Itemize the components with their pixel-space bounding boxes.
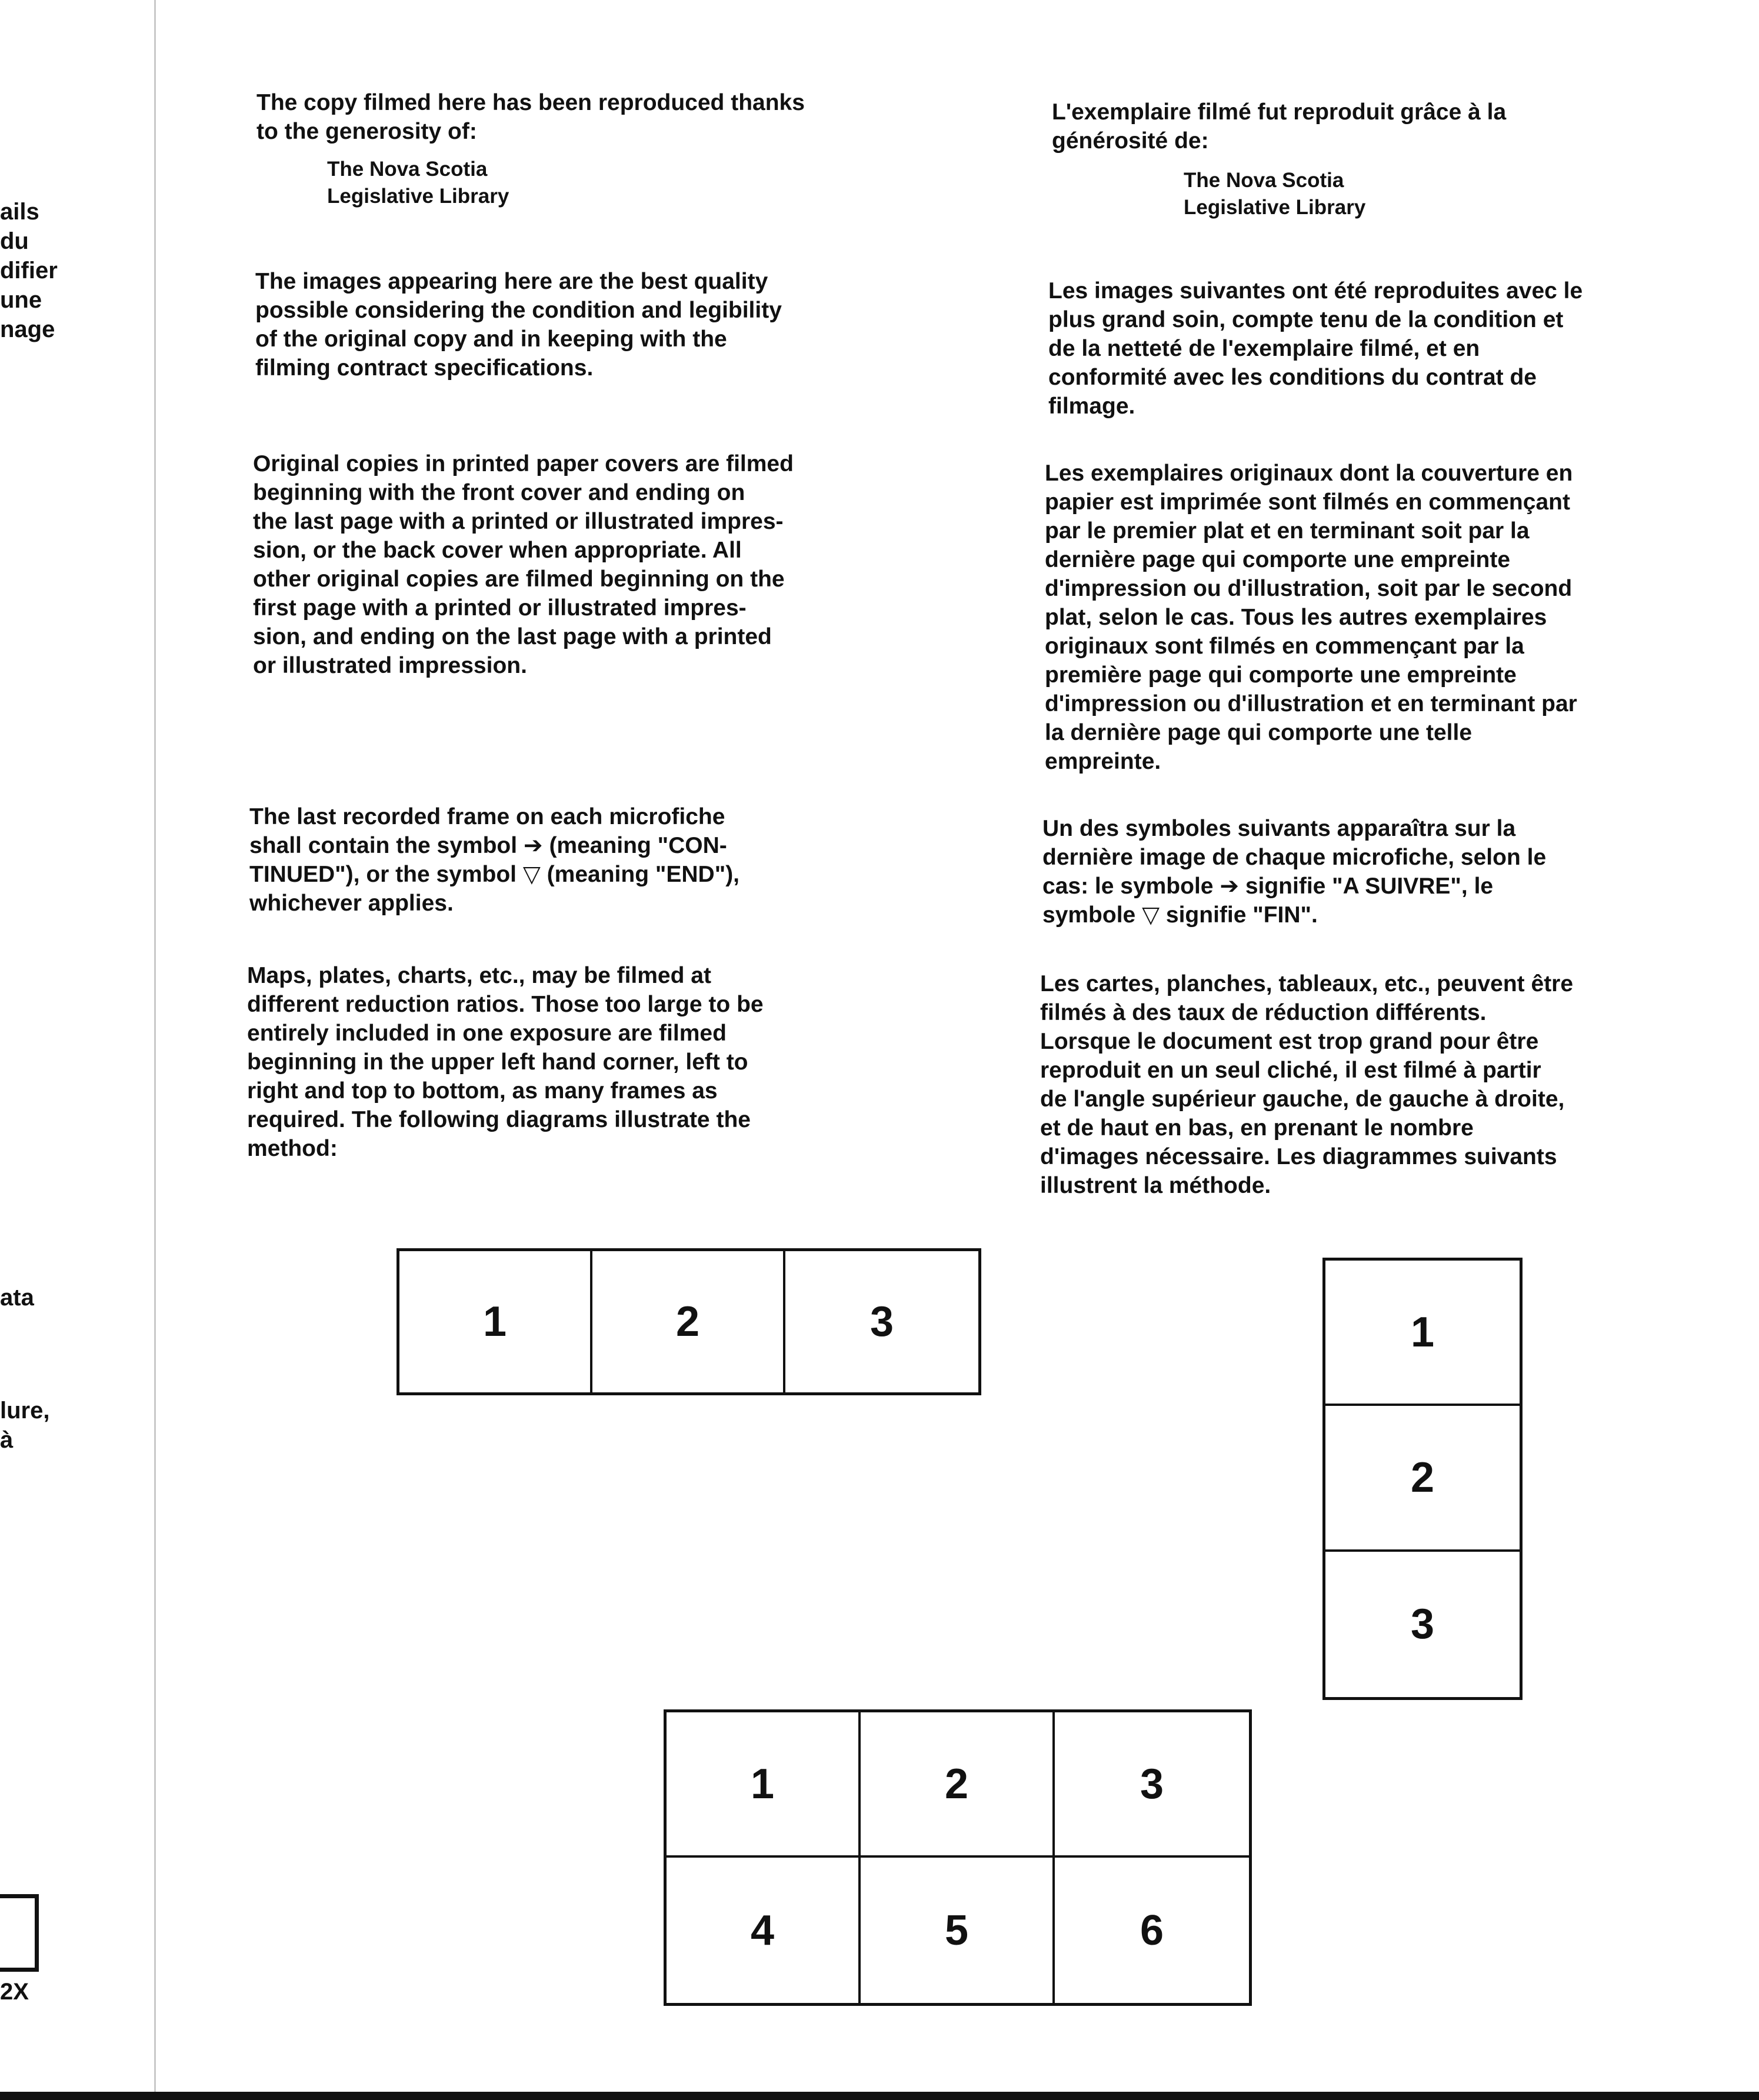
diagram-frame: 2: [1325, 1406, 1520, 1551]
vertical-frame-diagram: [1322, 1258, 1523, 1700]
page-divider: [154, 0, 156, 2100]
french-quality-paragraph: Les images suivantes ont été reproduites avec le plus grand soin, compte tenu de la condition et de la netteté de l'exemplaire filmé, et en conformité avec les conditions du contrat de filmage.: [1048, 278, 1583, 419]
diagram-frame: 3: [869, 1298, 894, 1345]
edge-fragment: 2X: [0, 1979, 29, 2005]
diagram-frame: 1: [399, 1251, 592, 1392]
diagram-frame: 1: [1325, 1261, 1520, 1406]
english-symbols-paragraph: The last recorded frame on each microfiche shall contain the symbol ➔ (meaning "CON- TINUED"), or the symbol ▽ (meaning "END"), whichever applies.: [249, 804, 740, 916]
french-intro: L'exemplaire filmé fut reproduit grâce à la générosité de:: [1052, 99, 1507, 154]
french-maps-paragraph: Les cartes, planches, tableaux, etc., peuvent être filmés à des taux de réduction différents. Lorsque le document est trop grand pour être reproduit en un seul cliché, il est filmé à partir de l'angle supérieur gauche, de gauche à droite, et de haut en bas, en prenant le nombre d'images nécessaire. Les diagrammes suivants illustrent la méthode.: [1040, 971, 1574, 1198]
edge-fragment: à: [0, 1427, 14, 1453]
diagram-frame: 2: [861, 1712, 1055, 1858]
grid-frame-diagram: [664, 1709, 1252, 2006]
edge-fragment: du: [0, 228, 29, 254]
edge-frame-box: [0, 1894, 39, 1972]
diagram-frame: 3: [1410, 1601, 1435, 1648]
diagram-frame: 3: [1055, 1712, 1249, 1858]
edge-fragment: ails: [0, 199, 39, 225]
diagram-frame: 5: [861, 1858, 1055, 2003]
french-originals-paragraph: Les exemplaires originaux dont la couverture en papier est imprimée sont filmés en commençant par le premier plat et en terminant soit par la dernière page qui comporte une empreinte d'impression ou d'illustration, soit par le second plat, selon le cas. Tous les autres exemplaires originaux sont filmés en commençant par la première page qui comporte une empreinte d'impression ou d'illustration et en terminant par la dernière page qui comporte une telle empreinte.: [1045, 461, 1577, 774]
edge-fragment: nage: [0, 316, 55, 342]
diagram-frame: 1: [667, 1712, 861, 1858]
english-originals-paragraph: Original copies in printed paper covers are filmed beginning with the front cover and ending on the last page with a printed or illustrated impres- sion, or the back cover when appropriate. All other original copies are filmed beginning on the first page with a printed or illustrated impres- sion, and ending on the last page with a printed or illustrated impression.: [253, 451, 794, 678]
bottom-film-edge: [0, 2092, 1759, 2100]
english-quality-paragraph: The images appearing here are the best quality possible considering the condition and legibility of the original copy and in keeping with the filming contract specifications.: [255, 269, 782, 381]
horizontal-frame-diagram: [397, 1248, 981, 1395]
french-symbols-paragraph: Un des symboles suivants apparaîtra sur la dernière image de chaque microfiche, selon le cas: le symbole ➔ signifie "A SUIVRE", le symbole ▽ signifie "FIN".: [1042, 816, 1547, 928]
diagram-frame: 6: [1140, 1906, 1164, 1954]
edge-fragment: une: [0, 287, 42, 313]
diagram-frame: 2: [592, 1251, 785, 1392]
english-intro: The copy filmed here has been reproduced thanks to the generosity of:: [256, 90, 805, 144]
english-library-name: The Nova Scotia Legislative Library: [327, 158, 509, 208]
previous-page-edge: [0, 0, 153, 2100]
french-library-name: The Nova Scotia Legislative Library: [1184, 169, 1366, 219]
diagram-frame: 4: [667, 1858, 861, 2003]
edge-fragment: lure,: [0, 1398, 50, 1424]
edge-fragment: difier: [0, 258, 58, 284]
edge-fragment: ata: [0, 1285, 34, 1311]
english-maps-paragraph: Maps, plates, charts, etc., may be filmed at different reduction ratios. Those too large to be entirely included in one exposure are filmed beginning in the upper left hand corner, left to right and top to bottom, as many frames as required. The following diagrams illustrate the method:: [247, 963, 764, 1161]
